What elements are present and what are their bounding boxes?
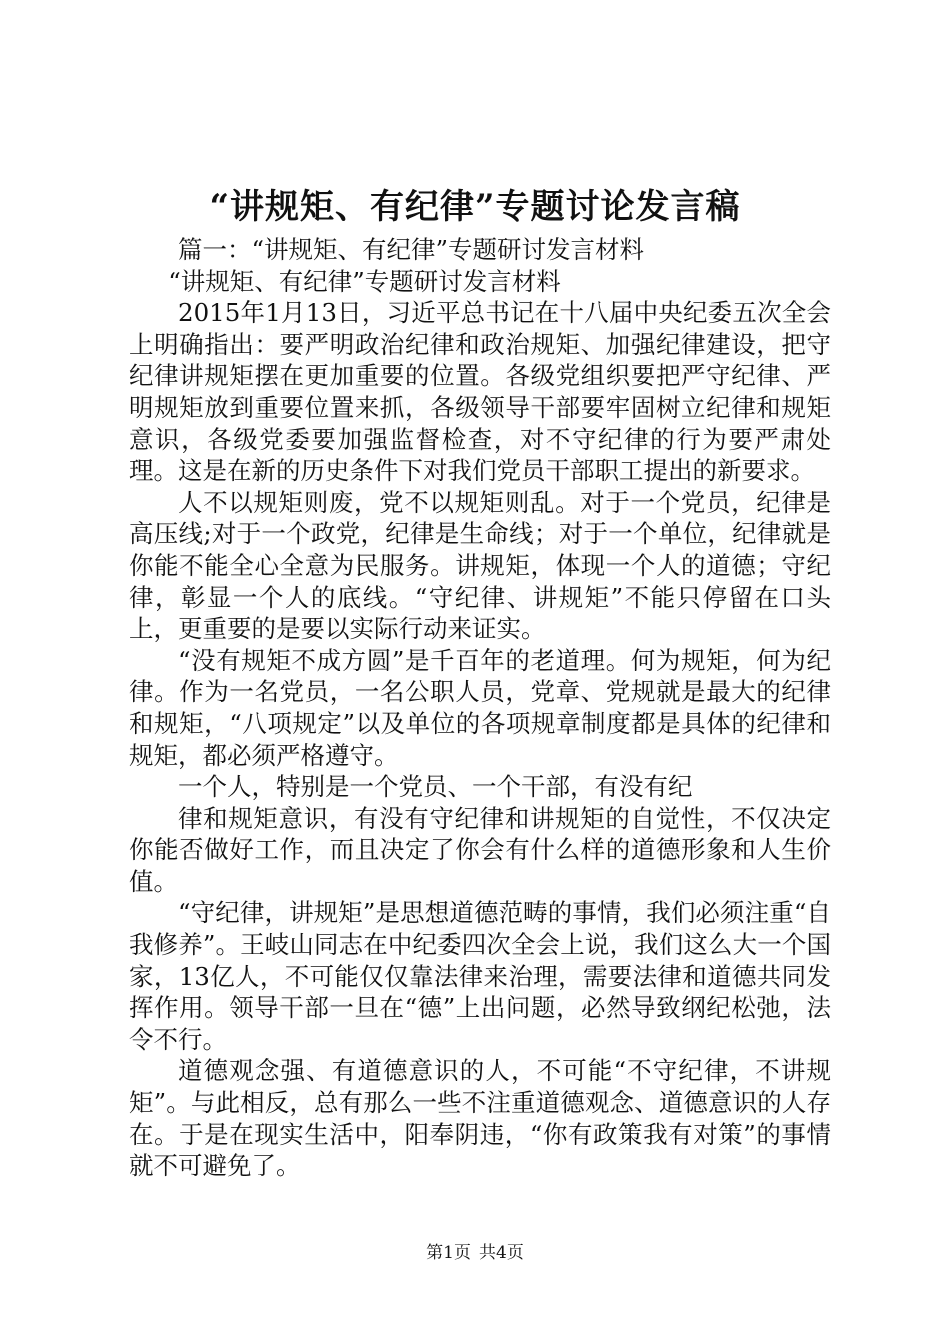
- total-pages-label: 共4页: [479, 1243, 524, 1263]
- paragraph: 一个人，特别是一个党员、一个干部，有没有纪: [178, 772, 693, 802]
- paragraph: 律和规矩意识，有没有守纪律和讲规矩的自觉性，不仅决定你能否做好工作，而且决定了你会有什么样的道德形象和人生价值。: [129, 803, 831, 896]
- document-title: “讲规矩、有纪律”专题讨论发言稿: [209, 187, 741, 227]
- current-page-label: 第1页: [426, 1243, 471, 1263]
- page-number: [0, 1241, 950, 1265]
- paragraph: 道德观念强、有道德意识的人，不可能“不守纪律，不讲规矩”。与此相反，总有那么一些不注重道德观念、道德意识的人存在。于是在现实生活中，阳奉阴违，“你有政策我有对策”的事情就不可避免了。: [129, 1056, 831, 1181]
- paragraph: “没有规矩不成方圆”是千百年的老道理。何为规矩，何为纪律。作为一名党员，一名公职人员，党章、党规就是最大的纪律和规矩，“八项规定”以及单位的各项规章制度都是具体的纪律和规矩，都必须严格遵守。: [129, 645, 831, 770]
- paragraph: 人不以规矩则废，党不以规矩则乱。对于一个党员，纪律是高压线;对于一个政党，纪律是生命线；对于一个单位，纪律就是你能不能全心全意为民服务。讲规矩，体现一个人的道德；守纪律，彰显一个人的底线。“守纪律、讲规矩”不能只停留在口头上，更重要的是要以实际行动来证实。: [129, 487, 831, 644]
- paragraph: “守纪律，讲规矩”是思想道德范畴的事情，我们必须注重“自我修养”。王岐山同志在中纪委四次全会上说，我们这么大一个国家，13亿人，不可能仅仅靠法律来治理，需要法律和道德共同发挥作用。领导干部一旦在“德”上出问题，必然导致纲纪松弛，法令不行。: [129, 898, 831, 1054]
- paragraph: 2015年1月13日，习近平总书记在十八届中央纪委五次全会上明确指出：要严明政治纪律和政治规矩、加强纪律建设，把守纪律讲规矩摆在更加重要的位置。各级党组织要把严守纪律、严明规矩放到重要位置来抓，各级领导干部要牢固树立纪律和规矩意识，各级党委要加强监督检查，对不守纪律的行为要严肃处理。这是在新的历史条件下对我们党员干部职工提出的新要求。: [129, 298, 831, 486]
- paragraph-subtitle-2: “讲规矩、有纪律”专题研讨发言材料: [168, 266, 561, 296]
- paragraph-subtitle-1: 篇一：“讲规矩、有纪律”专题研讨发言材料: [178, 235, 645, 264]
- document-body: [129, 234, 831, 1182]
